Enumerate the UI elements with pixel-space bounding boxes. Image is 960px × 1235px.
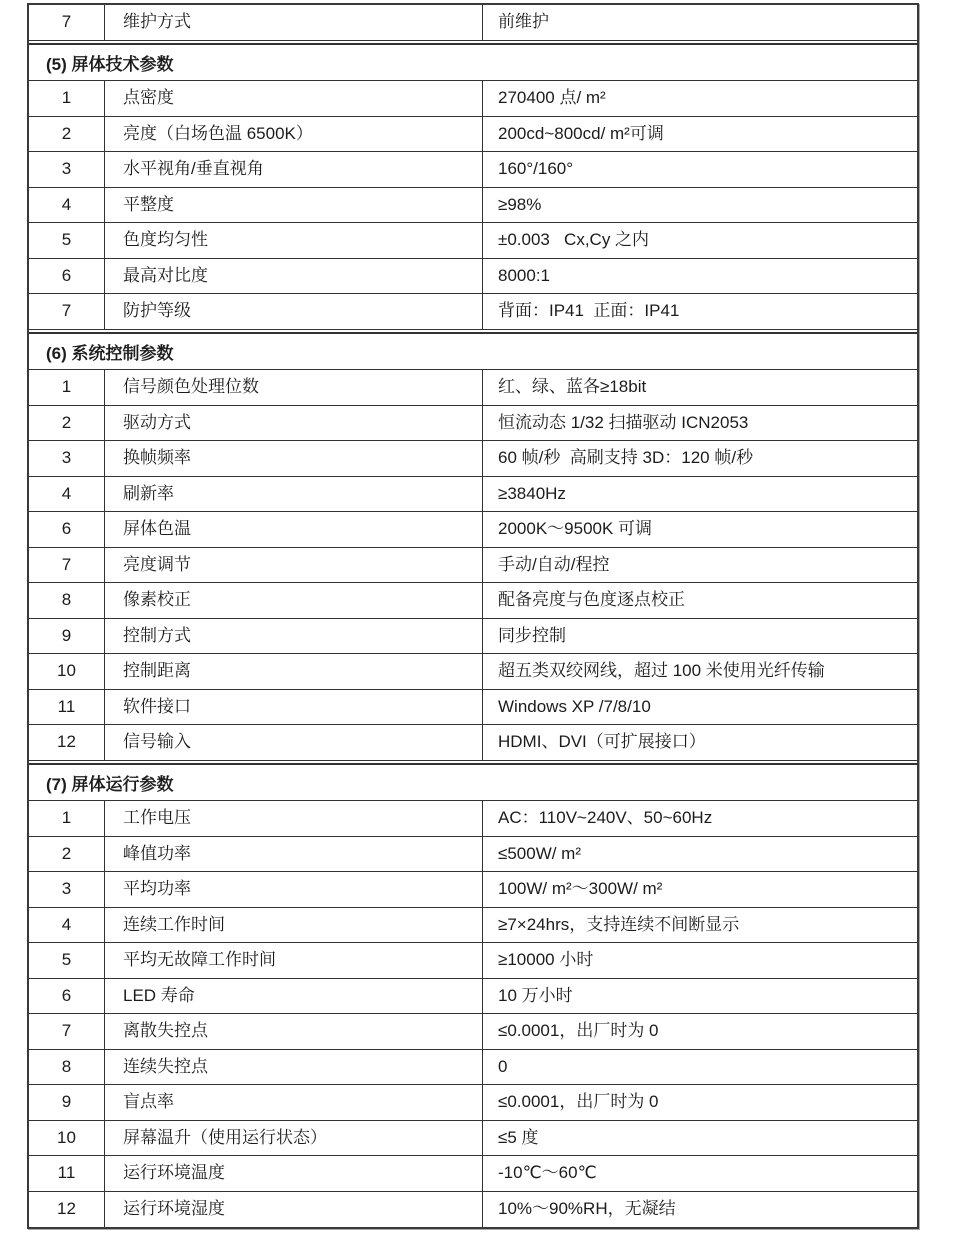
spec-row xyxy=(29,1014,917,1050)
spec-name-cell: 屏体色温 xyxy=(105,512,483,547)
spec-value-cell: 前维护 xyxy=(498,12,549,32)
row-number-cell: 1 xyxy=(29,370,105,405)
spec-value-cell: 10 万小时 xyxy=(498,985,573,1005)
spec-row xyxy=(29,1085,917,1121)
spec-value-cell: 同步控制 xyxy=(498,625,566,645)
spec-value-cell: 红、绿、蓝各≥18bit xyxy=(498,377,647,397)
row-number-cell: 9 xyxy=(29,619,105,654)
spec-row xyxy=(29,294,917,330)
spec-row xyxy=(29,81,917,117)
spec-name-cell: 最高对比度 xyxy=(105,259,483,294)
row-number-cell: 3 xyxy=(29,872,105,907)
spec-row xyxy=(29,801,917,837)
spec-name-cell: 控制距离 xyxy=(105,654,483,689)
spec-name-cell: 信号输入 xyxy=(105,725,483,760)
spec-row xyxy=(29,619,917,655)
spec-name-cell: 维护方式 xyxy=(105,5,483,40)
spec-value-cell: AC：110V~240V、50~60Hz xyxy=(498,808,713,828)
row-number-cell: 7 xyxy=(29,5,105,40)
spec-row xyxy=(29,406,917,442)
spec-value-cell: ≤0.0001，出厂时为 0 xyxy=(498,1092,659,1112)
spec-row xyxy=(29,370,917,406)
row-number-cell: 10 xyxy=(29,654,105,689)
spec-value-cell: 手动/自动/程控 xyxy=(498,554,610,574)
spec-name-cell: 水平视角/垂直视角 xyxy=(105,152,483,187)
spec-value-cell: ≤500W/ m² xyxy=(498,843,582,863)
spec-row xyxy=(29,477,917,513)
spec-row xyxy=(29,837,917,873)
spec-row xyxy=(29,117,917,153)
spec-value-cell: ±0.003 Cx,Cy 之内 xyxy=(498,230,650,250)
spec-value-cell: 60 帧/秒 高刷支持 3D：120 帧/秒 xyxy=(498,448,754,468)
spec-name-cell: 亮度（白场色温 6500K） xyxy=(105,117,483,152)
row-number-cell: 1 xyxy=(29,81,105,116)
spec-name-cell: 像素校正 xyxy=(105,583,483,618)
spec-row xyxy=(29,548,917,584)
row-number-cell: 1 xyxy=(29,801,105,836)
row-number-cell: 2 xyxy=(29,117,105,152)
spec-name-cell: 运行环境湿度 xyxy=(105,1192,483,1228)
row-number-cell: 2 xyxy=(29,837,105,872)
spec-row xyxy=(29,979,917,1015)
spec-row xyxy=(29,259,917,295)
spec-row xyxy=(29,690,917,726)
spec-name-cell: 工作电压 xyxy=(105,801,483,836)
spec-name-cell: 换帧频率 xyxy=(105,441,483,476)
spec-row xyxy=(29,512,917,548)
spec-name-cell: 盲点率 xyxy=(105,1085,483,1120)
spec-name-cell: 平均无故障工作时间 xyxy=(105,943,483,978)
spec-value-cell: 200cd~800cd/ m²可调 xyxy=(498,123,664,143)
section-title: (7) 屏体运行参数 xyxy=(46,775,174,794)
spec-value-cell: 配备亮度与色度逐点校正 xyxy=(498,590,685,610)
spec-row xyxy=(29,1050,917,1086)
spec-name-cell: 控制方式 xyxy=(105,619,483,654)
row-number-cell: 12 xyxy=(29,1192,105,1228)
spec-row xyxy=(29,725,917,761)
spec-name-cell: 软件接口 xyxy=(105,690,483,725)
spec-name-cell: 连续工作时间 xyxy=(105,908,483,943)
spec-row xyxy=(29,223,917,259)
spec-name-cell: 连续失控点 xyxy=(105,1050,483,1085)
spec-value-cell: -10℃～60℃ xyxy=(498,1163,597,1183)
spec-row xyxy=(29,152,917,188)
row-number-cell: 7 xyxy=(29,294,105,329)
section-header-row xyxy=(29,332,917,370)
spec-value-cell: 2000K～9500K 可调 xyxy=(498,519,653,539)
row-number-cell: 12 xyxy=(29,725,105,760)
spec-row xyxy=(29,5,917,41)
spec-table xyxy=(27,3,919,1229)
spec-row xyxy=(29,654,917,690)
spec-value-cell: HDMI、DVI（可扩展接口） xyxy=(498,732,706,752)
spec-value-cell: ≥98% xyxy=(498,194,542,214)
section-title: (5) 屏体技术参数 xyxy=(46,55,174,74)
spec-row xyxy=(29,583,917,619)
spec-name-cell: 屏幕温升（使用运行状态） xyxy=(105,1121,483,1156)
spec-row xyxy=(29,1192,917,1228)
row-number-cell: 10 xyxy=(29,1121,105,1156)
spec-row xyxy=(29,1121,917,1157)
spec-row xyxy=(29,188,917,224)
row-number-cell: 4 xyxy=(29,477,105,512)
spec-name-cell: 色度均匀性 xyxy=(105,223,483,258)
spec-value-cell: 10%～90%RH，无凝结 xyxy=(498,1199,676,1219)
row-number-cell: 4 xyxy=(29,188,105,223)
spec-value-cell: ≥3840Hz xyxy=(498,483,566,503)
spec-name-cell: 离散失控点 xyxy=(105,1014,483,1049)
spec-name-cell: 峰值功率 xyxy=(105,837,483,872)
row-number-cell: 4 xyxy=(29,908,105,943)
spec-value-cell: 0 xyxy=(498,1056,508,1076)
spec-row xyxy=(29,943,917,979)
spec-value-cell: 超五类双绞网线，超过 100 米使用光纤传输 xyxy=(498,661,825,681)
row-number-cell: 5 xyxy=(29,223,105,258)
row-number-cell: 6 xyxy=(29,512,105,547)
section-title: (6) 系统控制参数 xyxy=(46,344,174,363)
row-number-cell: 8 xyxy=(29,583,105,618)
spec-value-cell: 270400 点/ m² xyxy=(498,88,606,108)
spec-value-cell: 160°/160° xyxy=(498,159,574,179)
row-number-cell: 9 xyxy=(29,1085,105,1120)
row-number-cell: 6 xyxy=(29,979,105,1014)
row-number-cell: 11 xyxy=(29,1156,105,1191)
spec-name-cell: 驱动方式 xyxy=(105,406,483,441)
row-number-cell: 7 xyxy=(29,1014,105,1049)
spec-row xyxy=(29,1156,917,1192)
spec-name-cell: 点密度 xyxy=(105,81,483,116)
spec-value-cell: 8000:1 xyxy=(498,265,550,285)
section-header-row xyxy=(29,43,917,81)
spec-value-cell: 100W/ m²～300W/ m² xyxy=(498,879,663,899)
spec-name-cell: 亮度调节 xyxy=(105,548,483,583)
row-number-cell: 11 xyxy=(29,690,105,725)
row-number-cell: 8 xyxy=(29,1050,105,1085)
row-number-cell: 7 xyxy=(29,548,105,583)
spec-name-cell: LED 寿命 xyxy=(105,979,483,1014)
spec-name-cell: 信号颜色处理位数 xyxy=(105,370,483,405)
spec-value-cell: 恒流动态 1/32 扫描驱动 ICN2053 xyxy=(498,412,749,432)
spec-name-cell: 刷新率 xyxy=(105,477,483,512)
spec-value-cell: ≤0.0001，出厂时为 0 xyxy=(498,1021,659,1041)
spec-value-cell: Windows XP /7/8/10 xyxy=(498,696,651,716)
row-number-cell: 3 xyxy=(29,441,105,476)
spec-value-cell: ≥10000 小时 xyxy=(498,950,594,970)
spec-row xyxy=(29,908,917,944)
spec-row xyxy=(29,872,917,908)
spec-name-cell: 平整度 xyxy=(105,188,483,223)
row-number-cell: 5 xyxy=(29,943,105,978)
spec-row xyxy=(29,441,917,477)
spec-value-cell: 背面：IP41 正面：IP41 xyxy=(498,301,680,321)
row-number-cell: 2 xyxy=(29,406,105,441)
spec-value-cell: ≤5 度 xyxy=(498,1127,539,1147)
spec-name-cell: 防护等级 xyxy=(105,294,483,329)
row-number-cell: 3 xyxy=(29,152,105,187)
row-number-cell: 6 xyxy=(29,259,105,294)
spec-value-cell: ≥7×24hrs，支持连续不间断显示 xyxy=(498,914,740,934)
section-header-row xyxy=(29,763,917,801)
spec-name-cell: 运行环境温度 xyxy=(105,1156,483,1191)
spec-name-cell: 平均功率 xyxy=(105,872,483,907)
